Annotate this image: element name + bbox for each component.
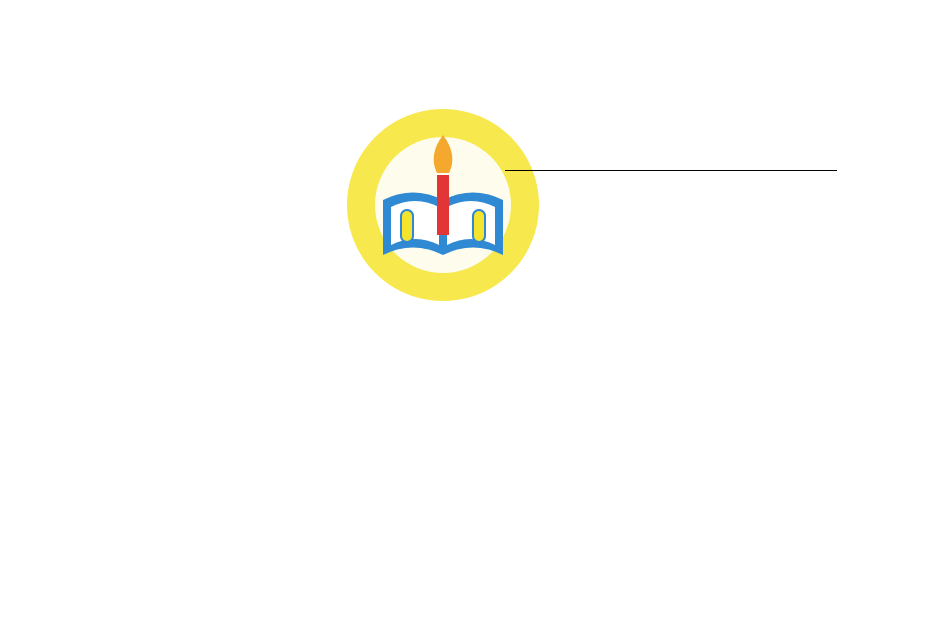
- school-logo-icon: [343, 105, 543, 305]
- header-divider: [505, 170, 837, 171]
